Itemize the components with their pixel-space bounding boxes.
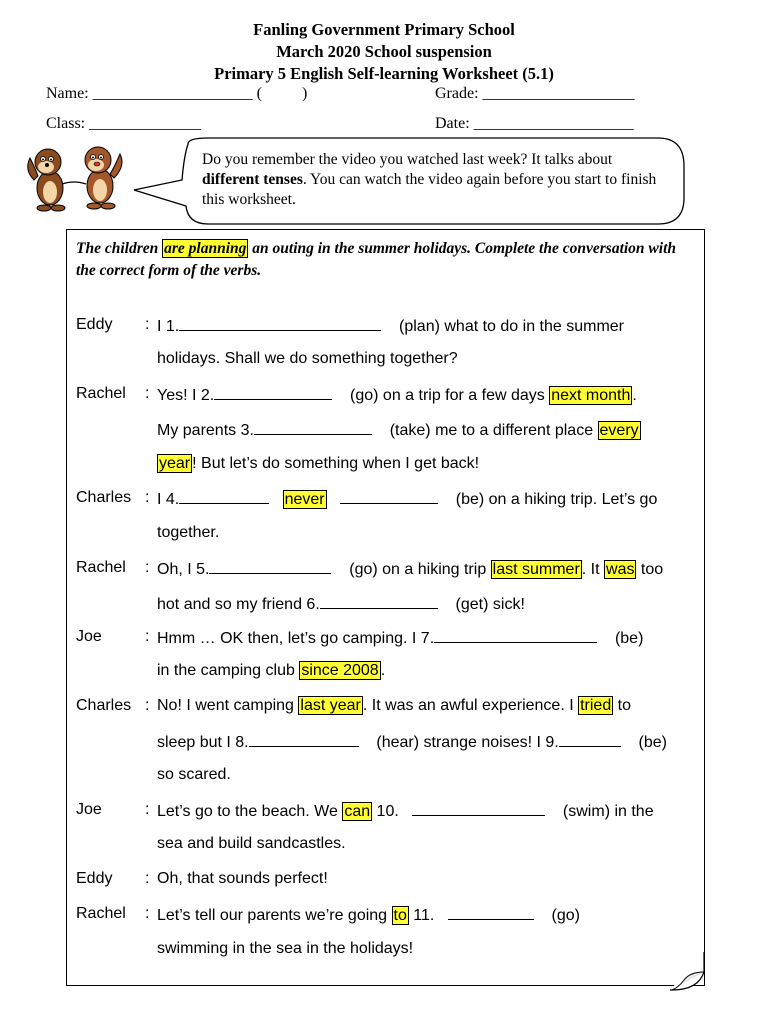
school-name: Fanling Government Primary School [253,20,515,39]
line-charles-1: I 4. never (be) on a hiking trip. Let’s go [157,491,658,508]
line-joe-2: in the camping club since 2008 . [157,662,386,679]
line-joe-1: Hmm … OK then, let’s go camping. I 7. (be) [157,630,644,647]
bubble-text: Do you remember the video you watched last week? It talks about different tenses. You can watch the video again before you start to finish this worksheet. [202,151,657,208]
answer-blank-10[interactable] [412,801,545,816]
worksheet-title: Primary 5 English Self-learning Worksheet (5.1) [214,64,554,83]
line-rachel-4: Oh, I 5. (go) on a hiking trip last summer . It was too [157,561,664,578]
line-eddy-1: I 1. (plan) what to do in the summer [157,318,625,335]
chipmunks-illustration [22,140,132,220]
date-field: Date: ____________________ [435,115,634,132]
answer-blank-6[interactable] [320,594,438,609]
line-charles-5: so scared. [157,766,231,783]
line-charles-4: sleep but I 8. (hear) strange noises! I 9. (be) [157,734,667,751]
line-charles-2: together. [157,524,220,541]
line-eddy-2: holidays. Shall we do something together? [157,350,458,367]
speaker-rachel: Rachel [76,385,126,402]
class-field: Class: ______________ [46,115,202,132]
line-eddy-3: Oh, that sounds perfect! [157,870,328,887]
speaker-eddy: Eddy [76,316,113,333]
instruction-text: The children are planning an outing in the summer holidays. Complete the conversation with the correct form of the verbs. [76,240,676,279]
answer-blank-4a[interactable] [179,489,269,504]
date-line: March 2020 School suspension [276,42,492,61]
speaker-joe: Joe [76,801,102,818]
answer-blank-7[interactable] [434,628,597,643]
answer-blank-1[interactable] [179,316,381,331]
line-rachel-7: swimming in the sea in the holidays! [157,940,414,957]
grade-field: Grade: ___________________ [435,85,635,102]
answer-blank-11[interactable] [448,905,534,920]
speaker-joe: Joe [76,628,102,645]
line-joe-4: sea and build sandcastles. [157,835,346,852]
page-curl-decoration [668,950,710,992]
speaker-charles: Charles [76,489,132,506]
answer-blank-2[interactable] [214,385,332,400]
speaker-eddy: Eddy [76,870,113,887]
answer-blank-4b[interactable] [340,489,438,504]
speaker-rachel: Rachel [76,559,126,576]
line-rachel-6: Let’s tell our parents we’re going to 11. (go) [157,907,580,924]
line-rachel-3: year ! But let’s do something when I get back! [159,455,480,472]
speaker-rachel: Rachel [76,905,126,922]
speaker-charles: Charles [76,697,132,714]
line-rachel-2: My parents 3. (take) me to a different place every [157,422,639,439]
line-charles-3: No! I went camping last year . It was an awful experience. I tried to [157,697,632,714]
name-field: Name: ____________________ ( ) [46,85,308,102]
answer-blank-3[interactable] [254,420,372,435]
answer-blank-9[interactable] [559,732,621,747]
answer-blank-8[interactable] [249,732,359,747]
answer-blank-5[interactable] [209,559,331,574]
instruction-highlight: are planning [164,240,247,257]
line-joe-3: Let’s go to the beach. We can 10. (swim) in the [157,803,654,820]
line-rachel-1: Yes! I 2. (go) on a trip for a few days next month . [157,387,637,404]
line-rachel-5: hot and so my friend 6. (get) sick! [157,596,525,613]
